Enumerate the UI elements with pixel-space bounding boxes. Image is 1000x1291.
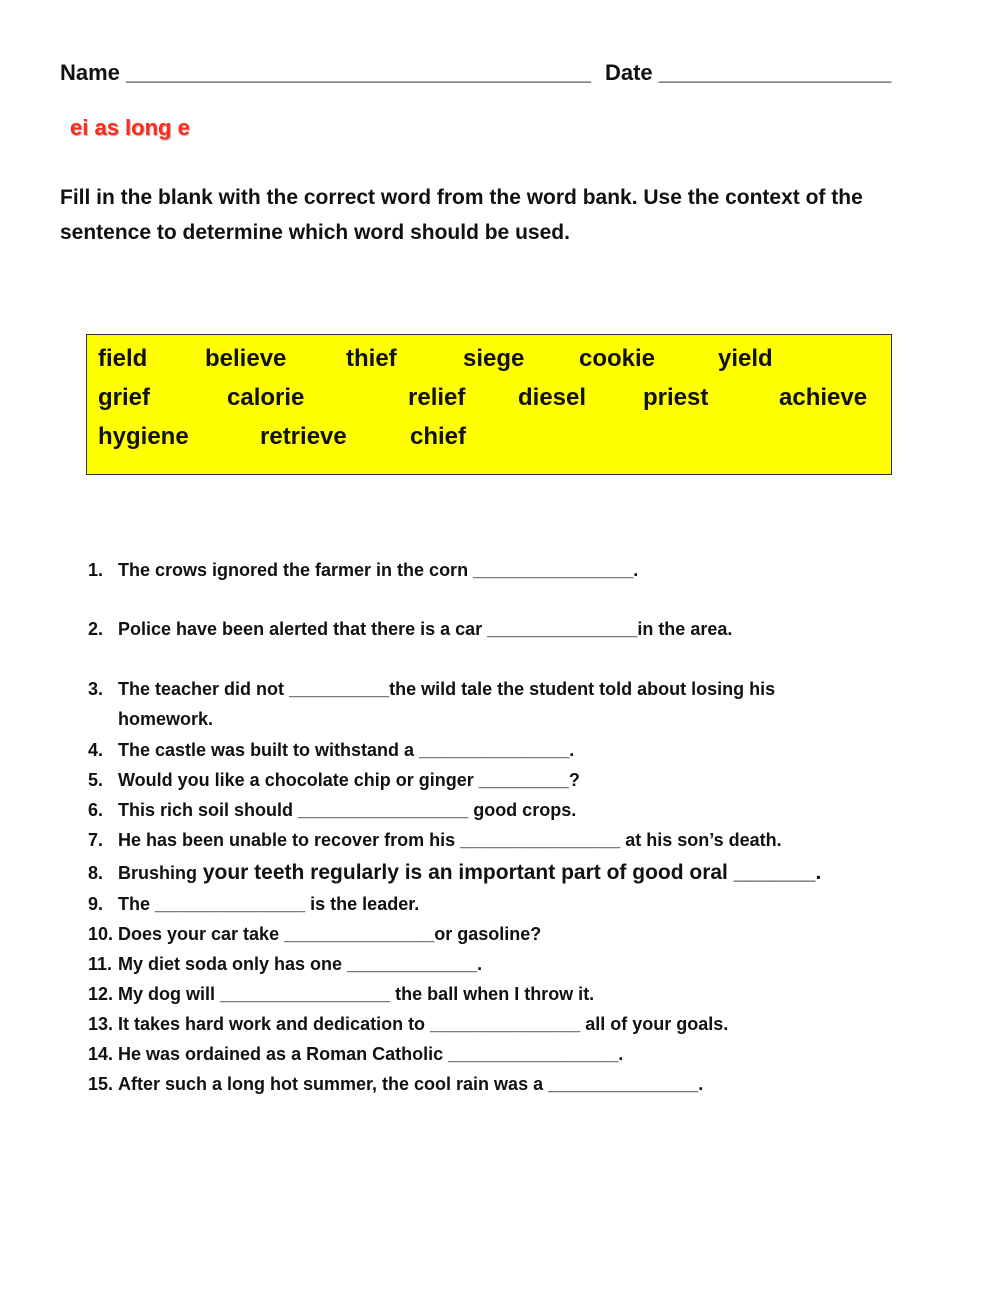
question-text[interactable]: your teeth regularly is an important part of good oral _______.	[197, 861, 822, 884]
question-item	[88, 740, 574, 761]
question-number: 9.	[88, 894, 104, 914]
question-text[interactable]: It takes hard work and dedication to _______________ all of your goals.	[118, 1014, 729, 1034]
question-item-continuation	[88, 709, 213, 730]
word-bank-box	[86, 334, 892, 475]
question-text[interactable]: My diet soda only has one _____________.	[118, 954, 483, 974]
question-text[interactable]: Would you like a chocolate chip or ginger _________?	[118, 770, 580, 790]
question-number: 12.	[88, 984, 114, 1004]
question-item	[88, 984, 594, 1005]
word-bank-word: grief	[98, 384, 151, 411]
name-field-label[interactable]: Name ______________________________________	[60, 60, 591, 85]
question-item	[88, 924, 541, 945]
word-bank-word: believe	[205, 345, 287, 372]
question-number: 8.	[88, 863, 104, 883]
question-text: homework.	[118, 709, 214, 729]
header-line	[60, 60, 940, 86]
question-item	[88, 1014, 728, 1035]
word-bank-word: diesel	[518, 384, 587, 411]
question-text[interactable]: This rich soil should _________________ good crops.	[118, 800, 577, 820]
question-number: 15.	[88, 1074, 114, 1094]
date-field-label[interactable]: Date ___________________	[604, 60, 892, 85]
word-bank-word: retrieve	[260, 423, 347, 450]
question-text[interactable]: The crows ignored the farmer in the corn ________________.	[118, 560, 639, 580]
word-bank-word: priest	[643, 384, 709, 411]
question-item	[88, 770, 580, 791]
question-number: 2.	[88, 619, 104, 639]
question-item	[88, 619, 732, 640]
question-text[interactable]: Brushing	[118, 863, 197, 883]
question-text[interactable]: Does your car take _______________or gasoline?	[118, 924, 542, 944]
word-bank-word: cookie	[579, 345, 656, 372]
question-number: 3.	[88, 679, 104, 699]
word-bank-word: yield	[718, 345, 773, 372]
question-text[interactable]: The teacher did not __________the wild tale the student told about losing his	[118, 679, 776, 699]
question-number: 13.	[88, 1014, 114, 1034]
question-number: 14.	[88, 1044, 114, 1064]
question-number: 4.	[88, 740, 104, 760]
question-number: 5.	[88, 770, 104, 790]
question-item	[88, 1074, 703, 1095]
question-text[interactable]: The _______________ is the leader.	[118, 894, 420, 914]
worksheet-subtitle: ei as long e	[70, 115, 190, 140]
question-text[interactable]: Police have been alerted that there is a car _______________in the area.	[118, 619, 733, 639]
question-text[interactable]: He has been unable to recover from his ________________ at his son’s death.	[118, 830, 782, 850]
word-bank-word: hygiene	[98, 423, 189, 450]
question-item	[88, 861, 821, 885]
question-item	[88, 1044, 623, 1065]
word-bank-word: chief	[410, 423, 467, 450]
word-bank-word: calorie	[227, 384, 305, 411]
question-number: 10.	[88, 924, 114, 944]
question-text[interactable]: After such a long hot summer, the cool rain was a _______________.	[118, 1074, 704, 1094]
instructions-text: Fill in the blank with the correct word from the word bank. Use the context of the sentence to determine which word should be used.	[60, 186, 863, 244]
question-item	[88, 800, 576, 821]
question-number: 1.	[88, 560, 104, 580]
word-bank-word: siege	[463, 345, 525, 372]
question-number: 11.	[88, 954, 113, 974]
question-item	[88, 560, 638, 581]
word-bank-word: relief	[408, 384, 466, 411]
question-text[interactable]: My dog will _________________ the ball when I throw it.	[118, 984, 595, 1004]
question-item	[88, 894, 419, 915]
question-item	[88, 954, 482, 975]
question-number: 7.	[88, 830, 104, 850]
word-bank-word: thief	[346, 345, 397, 372]
question-text[interactable]: He was ordained as a Roman Catholic _________________.	[118, 1044, 624, 1064]
word-bank-word: achieve	[779, 384, 868, 411]
question-text[interactable]: The castle was built to withstand a _______________.	[118, 740, 575, 760]
question-item	[88, 679, 775, 700]
question-item	[88, 830, 782, 851]
word-bank-word: field	[98, 345, 148, 372]
question-number: 6.	[88, 800, 104, 820]
